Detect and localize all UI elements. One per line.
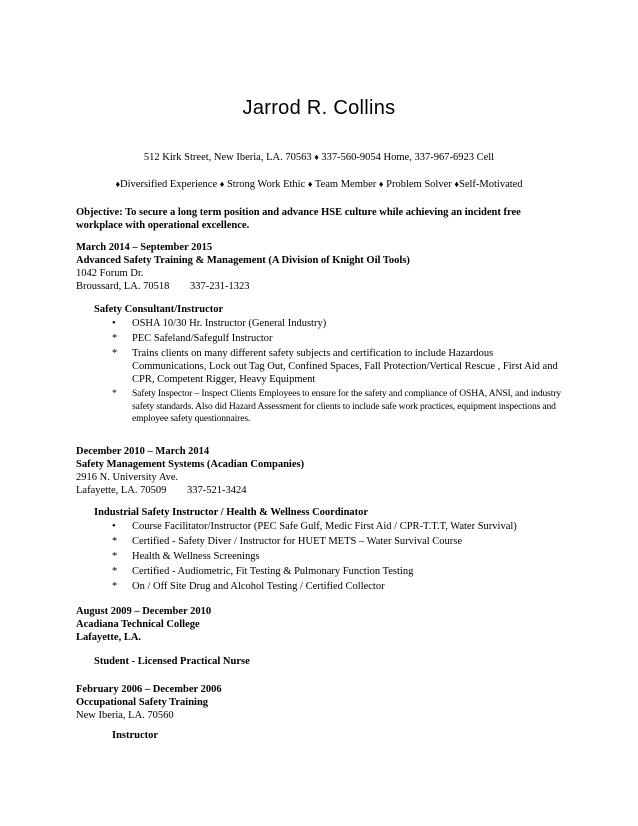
address: 512 Kirk Street, New Iberia, LA. 70563: [143, 152, 312, 163]
asterisk-icon: *: [112, 388, 117, 399]
job-dates: March 2014 – September 2015: [76, 242, 213, 253]
diamond-separator-icon: ♦: [115, 179, 121, 189]
list-item: * Safety Inspector – Inspect Clients Employees to ensure for the safety and compliance of OSHA, ANSI, and industry safety standards. Also did Hazard Assessment for clients to include safe work practices, equipment inspections and employee safety questionnaires.: [112, 388, 561, 424]
job-phone: 337-231-1323: [189, 281, 250, 292]
asterisk-icon: *: [112, 566, 118, 577]
job-header-4: [76, 683, 222, 722]
job-dates: February 2006 – December 2006: [76, 684, 222, 695]
job-title: Student - Licensed Practical Nurse: [94, 656, 250, 667]
list-item: * Certified - Safety Diver / Instructor for HUET METS – Water Survival Course: [112, 536, 463, 547]
job-phone: 337-521-3424: [187, 485, 247, 496]
list-item: • OSHA 10/30 Hr. Instructor (General Industry): [112, 318, 327, 329]
strength-item: Diversified Experience: [120, 179, 218, 190]
objective-statement: Objective: To secure a long term position and advance HSE culture while achieving an incident free workplace with operational excellence.: [76, 207, 521, 231]
job-address: New Iberia, LA. 70560: [76, 710, 174, 721]
job-dates: August 2009 – December 2010: [76, 606, 212, 617]
job-company: Acadiana Technical College: [76, 619, 200, 630]
job-address-city: Lafayette, LA. 70509 337-521-3424: [76, 485, 247, 496]
list-item: * Health & Wellness Screenings: [112, 551, 260, 562]
strength-item: Team Member: [314, 179, 377, 190]
job-company: Safety Management Systems (Acadian Companies): [76, 459, 305, 470]
asterisk-icon: *: [112, 551, 118, 562]
diamond-separator-icon: ♦: [314, 152, 319, 162]
job-address: 1042 Forum Dr.: [76, 268, 144, 279]
diamond-separator-icon: ♦: [378, 179, 384, 189]
job-duties-list: [112, 520, 592, 595]
asterisk-icon: *: [112, 348, 118, 359]
asterisk-icon: *: [112, 581, 118, 592]
diamond-separator-icon: ♦: [307, 179, 313, 189]
job-dates: December 2010 – March 2014: [76, 446, 210, 457]
job-duties-list: [112, 317, 562, 428]
job-address: Lafayette, LA.: [76, 632, 142, 643]
job-header-1: [76, 241, 410, 293]
bullet-icon: •: [112, 318, 116, 329]
strength-item: Self-Motivated: [458, 179, 523, 190]
candidate-name: Jarrod R. Collins: [242, 97, 396, 119]
diamond-separator-icon: ♦: [454, 179, 459, 189]
asterisk-icon: *: [112, 333, 118, 344]
list-item: * Certified - Audiometric, Fit Testing & Pulmonary Function Testing: [112, 566, 414, 577]
list-item: • Course Facilitator/Instructor (PEC Safe Gulf, Medic First Aid / CPR-T.T.T, Water Survival): [112, 521, 517, 532]
strength-item: Problem Solver: [386, 179, 452, 190]
list-item: * PEC Safeland/Safegulf Instructor: [112, 333, 273, 344]
job-header-3: [76, 605, 211, 644]
job-address: 2916 N. University Ave.: [76, 472, 179, 483]
job-title: Industrial Safety Instructor / Health & Wellness Coordinator: [94, 507, 369, 518]
strengths-line: [0, 178, 638, 191]
job-header-2: [76, 445, 304, 497]
contact-line: [0, 151, 638, 164]
job-company: Occupational Safety Training: [76, 697, 209, 708]
strength-item: Strong Work Ethic: [226, 179, 306, 190]
bullet-icon: •: [112, 521, 116, 532]
job-address-city: Broussard, LA. 70518 337-231-1323: [76, 281, 250, 292]
list-item: * On / Off Site Drug and Alcohol Testing / Certified Collector: [112, 581, 385, 592]
job-title: Safety Consultant/Instructor: [94, 304, 224, 315]
phone-numbers: 337-560-9054 Home, 337-967-6923 Cell: [321, 152, 495, 163]
job-title: Instructor: [112, 730, 159, 741]
asterisk-icon: *: [112, 536, 118, 547]
list-item: * Trains clients on many different safety subjects and certification to include Hazardous Communications, Lock out Tag Out, Confined Spaces, Fall Protection/Vertical Rescue , First Aid and CPR, Competent Rigger, Heavy Equipment: [112, 348, 558, 385]
job-company: Advanced Safety Training & Management (A Division of Knight Oil Tools): [76, 255, 410, 266]
diamond-separator-icon: ♦: [219, 179, 225, 189]
